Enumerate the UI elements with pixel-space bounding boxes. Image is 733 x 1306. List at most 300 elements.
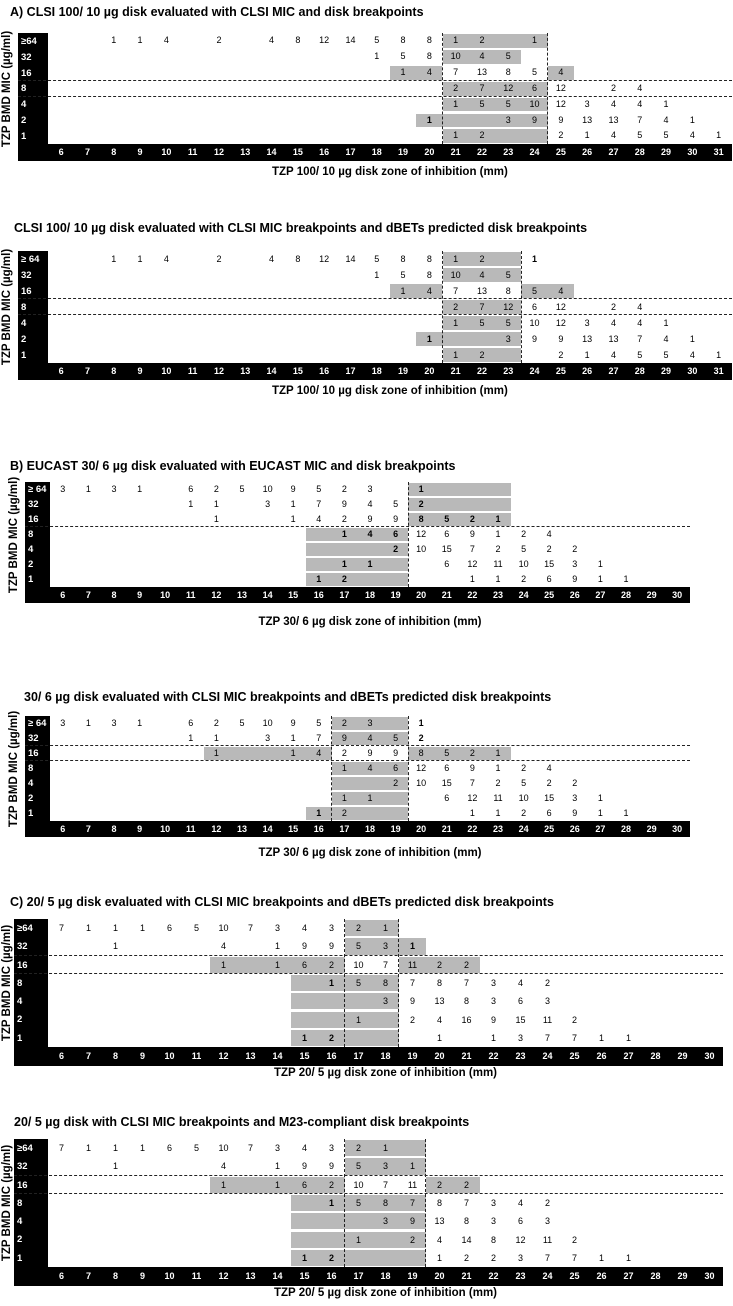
- cell-count: 13: [608, 114, 619, 125]
- cell-count: 2: [558, 350, 564, 360]
- cell-count: 4: [610, 350, 616, 360]
- cell-count: 4: [426, 66, 432, 77]
- x-tick-label: 20: [434, 1271, 445, 1282]
- x-tick-label: 15: [288, 824, 299, 834]
- cell-count: 2: [521, 763, 527, 773]
- cell-count: 4: [220, 941, 226, 952]
- mic-row-label: 1: [18, 347, 48, 364]
- cell-count: 9: [572, 808, 578, 818]
- cell-count: 15: [441, 544, 452, 554]
- cell-count: 6: [301, 1179, 307, 1190]
- cell-count: 1: [625, 1032, 631, 1043]
- cell-count: 1: [137, 254, 143, 264]
- cell-count: 5: [239, 484, 245, 494]
- x-tick-label: 8: [111, 147, 117, 158]
- cell-count: 3: [505, 334, 511, 344]
- cell-count: 4: [689, 130, 695, 141]
- cell-count: 9: [393, 514, 399, 524]
- cell-count: 7: [544, 1252, 550, 1263]
- mic-row-label: 2: [18, 331, 48, 348]
- mic-row-label: 16: [25, 512, 50, 528]
- mic-row-label: 16: [14, 1176, 48, 1195]
- cell-count: 5: [637, 350, 643, 360]
- cell-count: 1: [495, 529, 501, 539]
- cell-count: 4: [663, 114, 669, 125]
- cell-count: 2: [341, 808, 347, 818]
- cell-count: 9: [328, 941, 334, 952]
- cell-count: 8: [400, 35, 406, 45]
- mic-row-label: 8: [25, 527, 50, 543]
- cell-count: 4: [301, 1143, 307, 1153]
- cell-count: 2: [546, 778, 552, 788]
- x-tick-label: 23: [492, 590, 503, 600]
- cell-count: 1: [85, 484, 91, 494]
- disk-breakpoint-line: [425, 1139, 426, 1267]
- x-tick-label: 25: [555, 366, 566, 376]
- cell-count: 1: [495, 808, 501, 818]
- cell-count: 1: [374, 270, 380, 280]
- x-tick-label: 30: [687, 366, 698, 376]
- cell-count: 2: [479, 130, 485, 141]
- cell-count: 1: [290, 514, 296, 524]
- cell-count: 1: [716, 350, 722, 360]
- cell-count: 1: [316, 808, 322, 818]
- cell-count: 9: [367, 748, 373, 758]
- disk-breakpoint-line: [547, 33, 548, 144]
- cell-count: 1: [137, 718, 143, 728]
- cell-count: 6: [517, 996, 523, 1007]
- x-tick-label: 23: [492, 824, 503, 834]
- cell-count: 1: [220, 1179, 226, 1190]
- mic-row-label: 16: [25, 746, 50, 762]
- x-tick-label: 20: [424, 147, 435, 158]
- cell-count: 1: [111, 35, 117, 45]
- mic-row-label: 2: [14, 1231, 48, 1250]
- mic-row-label: 8: [14, 974, 48, 993]
- cell-count: 7: [571, 1032, 577, 1043]
- x-tick-label: 14: [266, 366, 277, 376]
- cell-count: 1: [400, 66, 406, 77]
- cell-count: 2: [546, 544, 552, 554]
- x-tick-label: 24: [529, 147, 540, 158]
- cell-count: 2: [453, 302, 459, 312]
- cell-count: 1: [584, 130, 590, 141]
- cell-count: 1: [137, 35, 143, 45]
- cell-count: 6: [188, 718, 194, 728]
- x-tick-label: 19: [407, 1271, 418, 1282]
- cell-count: 5: [521, 544, 527, 554]
- x-tick-label: 27: [595, 824, 606, 834]
- cell-count: 4: [436, 1234, 442, 1245]
- x-axis-title: TZP 20/ 5 µg disk zone of inhibition (mm): [273, 1067, 497, 1079]
- disk-breakpoint-line: [408, 482, 409, 587]
- cell-count: 1: [663, 98, 669, 109]
- cell-count: 6: [532, 82, 538, 93]
- cell-count: 1: [188, 733, 194, 743]
- cell-count: 1: [274, 959, 280, 970]
- cell-count: 6: [546, 808, 552, 818]
- cell-count: 7: [469, 778, 475, 788]
- x-tick-label: 19: [390, 590, 401, 600]
- x-tick-label: 19: [407, 1051, 418, 1062]
- cell-count: 13: [608, 334, 619, 344]
- cell-count: 7: [463, 977, 469, 988]
- mic-row-label: 4: [25, 542, 50, 558]
- cell-count: 4: [517, 977, 523, 988]
- x-tick-label: 28: [634, 366, 645, 376]
- cell-count: 1: [495, 763, 501, 773]
- x-tick-label: 28: [634, 147, 645, 158]
- x-tick-label: 18: [371, 147, 382, 158]
- cell-count: 5: [355, 977, 361, 988]
- cell-count: 3: [265, 733, 271, 743]
- cell-count: 1: [716, 130, 722, 141]
- x-tick-label: 10: [164, 1271, 175, 1282]
- x-tick-label: 24: [542, 1051, 553, 1062]
- cell-count: 8: [426, 254, 432, 264]
- cell-count: 10: [416, 778, 427, 788]
- mic-row-label: 8: [14, 1194, 48, 1213]
- cell-count: 3: [572, 559, 578, 569]
- x-tick-label: 11: [187, 147, 198, 158]
- mic-row-label: 16: [14, 956, 48, 975]
- y-axis-title-text: TZP BMD MIC (µg/ml): [1, 30, 13, 147]
- cell-count: 2: [341, 514, 347, 524]
- cell-count: 14: [461, 1234, 472, 1245]
- cell-count: 2: [393, 778, 399, 788]
- cell-count: 1: [409, 1161, 415, 1172]
- mic-row-label: 2: [25, 791, 50, 807]
- mic-row-label: 16: [18, 283, 48, 300]
- cell-count: 4: [163, 35, 169, 45]
- cell-count: 8: [418, 514, 424, 524]
- x-tick-label: 17: [353, 1271, 364, 1282]
- cell-count: 15: [441, 778, 452, 788]
- panel-title: A) CLSI 100/ 10 µg disk evaluated with CLSI MIC and disk breakpoints: [10, 5, 424, 19]
- cell-count: 2: [409, 1014, 415, 1025]
- disk-breakpoint-line: [442, 33, 443, 144]
- cell-count: 1: [355, 1234, 361, 1245]
- cell-count: 1: [139, 1143, 145, 1153]
- cell-count: 11: [493, 793, 503, 803]
- cell-count: 3: [265, 499, 271, 509]
- cell-count: 12: [467, 559, 478, 569]
- cell-count: 1: [453, 350, 459, 360]
- y-axis-title-text: TZP BMD MIC (µg/ml): [8, 710, 20, 827]
- cell-count: 4: [517, 1197, 523, 1208]
- cell-count: 2: [463, 1252, 469, 1263]
- x-tick-label: 14: [262, 590, 273, 600]
- cell-count: 2: [393, 544, 399, 554]
- cell-count: 1: [290, 748, 296, 758]
- mic-row-label: 8: [18, 299, 48, 316]
- cell-count: 1: [532, 35, 538, 45]
- disk-breakpoint-line: [521, 251, 522, 363]
- cell-count: 5: [637, 130, 643, 141]
- x-axis-title: TZP 30/ 6 µg disk zone of inhibition (mm): [258, 847, 482, 859]
- mic-breakpoint-line: [18, 80, 732, 81]
- cell-count: 4: [546, 529, 552, 539]
- x-tick-label: 29: [646, 590, 657, 600]
- cell-count: 7: [544, 1032, 550, 1043]
- x-tick-label: 6: [60, 824, 66, 834]
- cell-count: 1: [290, 733, 296, 743]
- cell-count: 1: [623, 808, 629, 818]
- cell-count: 6: [166, 1143, 172, 1153]
- cell-count: 12: [319, 254, 330, 264]
- cell-count: 12: [467, 793, 478, 803]
- x-tick-label: 18: [364, 590, 375, 600]
- cell-count: 1: [623, 574, 629, 584]
- cell-count: 4: [558, 66, 564, 77]
- x-tick-label: 21: [461, 1271, 472, 1282]
- x-tick-label: 15: [292, 366, 303, 376]
- panel-title: 30/ 6 µg disk evaluated with CLSI MIC breakpoints and dBETs predicted disk breakpoints: [24, 690, 552, 704]
- cell-count: 7: [453, 66, 459, 77]
- cell-count: 2: [572, 544, 578, 554]
- cell-count: 2: [453, 82, 459, 93]
- cell-count: 13: [476, 66, 487, 77]
- x-axis-title: TZP 20/ 5 µg disk zone of inhibition (mm): [273, 1287, 497, 1299]
- cell-count: 9: [393, 748, 399, 758]
- cell-count: 1: [316, 574, 322, 584]
- cell-count: 9: [301, 941, 307, 952]
- cell-count: 4: [316, 748, 322, 758]
- x-tick-label: 10: [164, 1051, 175, 1062]
- x-tick-label: 14: [272, 1271, 283, 1282]
- cell-count: 1: [367, 793, 373, 803]
- cell-count: 3: [111, 484, 117, 494]
- cell-count: 10: [353, 1179, 364, 1190]
- cell-count: 1: [495, 514, 501, 524]
- cell-count: 2: [341, 484, 347, 494]
- cell-count: 1: [409, 941, 415, 952]
- y-axis-title-text: TZP BMD MIC (µg/ml): [1, 1144, 13, 1262]
- cell-count: 7: [479, 82, 485, 93]
- cell-count: 12: [503, 302, 514, 312]
- cell-count: 1: [532, 254, 538, 264]
- x-tick-label: 13: [236, 824, 247, 834]
- x-tick-label: 16: [319, 366, 330, 376]
- cell-count: 3: [544, 996, 550, 1007]
- x-tick-label: 15: [288, 590, 299, 600]
- cell-count: 4: [637, 302, 643, 312]
- mic-row-label: 2: [18, 113, 48, 130]
- x-tick-label: 10: [160, 824, 171, 834]
- mic-row-label: ≥ 64: [18, 251, 48, 268]
- cell-count: 1: [139, 923, 145, 933]
- cell-count: 4: [637, 98, 643, 109]
- cell-count: 10: [262, 484, 273, 494]
- cell-count: 7: [463, 1197, 469, 1208]
- x-axis-title: TZP 100/ 10 µg disk zone of inhibition (mm): [271, 385, 508, 397]
- x-tick-label: 28: [620, 824, 631, 834]
- cell-count: 1: [341, 793, 347, 803]
- cell-count: 5: [505, 98, 511, 109]
- cell-count: 3: [328, 1143, 334, 1153]
- cell-count: 2: [409, 1234, 415, 1245]
- cell-count: 2: [216, 35, 222, 45]
- cell-count: 2: [521, 808, 527, 818]
- cell-count: 7: [247, 923, 253, 933]
- cell-count: 2: [572, 778, 578, 788]
- x-tick-label: 14: [272, 1051, 283, 1062]
- x-tick-label: 12: [218, 1051, 229, 1062]
- x-tick-label: 29: [661, 147, 672, 158]
- cell-count: 1: [469, 574, 475, 584]
- mic-row-label: 16: [18, 65, 48, 82]
- x-tick-label: 29: [661, 366, 672, 376]
- cell-count: 4: [479, 50, 485, 61]
- cell-count: 13: [434, 996, 445, 1007]
- cell-count: 1: [274, 1161, 280, 1172]
- cell-count: 5: [479, 318, 485, 328]
- cell-count: 9: [367, 514, 373, 524]
- x-tick-label: 12: [211, 590, 222, 600]
- cell-count: 8: [505, 66, 511, 77]
- cell-count: 7: [479, 302, 485, 312]
- cell-count: 6: [444, 793, 450, 803]
- cell-count: 2: [418, 733, 424, 743]
- cell-count: 7: [637, 334, 643, 344]
- cell-count: 4: [316, 514, 322, 524]
- cell-count: 9: [469, 763, 475, 773]
- cell-count: 8: [463, 1216, 469, 1227]
- cell-count: 1: [453, 254, 459, 264]
- mic-row-label: 2: [14, 1011, 48, 1030]
- cell-count: 1: [598, 1252, 604, 1263]
- mic-breakpoint-line: [14, 1193, 723, 1194]
- cell-count: 2: [328, 1252, 334, 1263]
- x-tick-label: 17: [345, 366, 356, 376]
- cell-count: 4: [163, 254, 169, 264]
- x-tick-label: 27: [623, 1271, 634, 1282]
- cell-count: 1: [597, 559, 603, 569]
- x-tick-label: 25: [544, 824, 555, 834]
- cell-count: 2: [610, 82, 616, 93]
- cell-count: 5: [444, 748, 450, 758]
- x-tick-label: 28: [650, 1051, 661, 1062]
- x-tick-label: 7: [85, 590, 91, 600]
- cell-count: 2: [495, 544, 501, 554]
- cell-count: 4: [689, 350, 695, 360]
- cell-count: 10: [518, 559, 529, 569]
- mic-row-label: 32: [18, 267, 48, 284]
- disk-breakpoint-line: [442, 251, 443, 363]
- mic-row-label: 4: [14, 1212, 48, 1231]
- x-tick-label: 15: [292, 147, 303, 158]
- cell-count: 2: [558, 130, 564, 141]
- cell-count: 1: [111, 254, 117, 264]
- cell-count: 1: [418, 718, 424, 728]
- cell-count: 4: [546, 763, 552, 773]
- cell-count: 7: [637, 114, 643, 125]
- cell-count: 2: [328, 1179, 334, 1190]
- cell-count: 2: [355, 1143, 361, 1153]
- x-tick-label: 18: [380, 1271, 391, 1282]
- x-tick-label: 24: [529, 366, 540, 376]
- x-tick-label: 7: [85, 824, 91, 834]
- cell-count: 9: [490, 1014, 496, 1025]
- cell-count: 7: [453, 286, 459, 296]
- cell-count: 1: [85, 1143, 91, 1153]
- cell-count: 10: [518, 793, 529, 803]
- cell-count: 6: [444, 529, 450, 539]
- cell-count: 3: [544, 1216, 550, 1227]
- mic-breakpoint-line: [18, 96, 732, 97]
- cell-count: 2: [571, 1014, 577, 1025]
- x-tick-label: 26: [596, 1271, 607, 1282]
- x-tick-label: 11: [191, 1271, 202, 1282]
- cell-count: 8: [490, 1234, 496, 1245]
- cell-count: 9: [328, 1161, 334, 1172]
- x-tick-label: 26: [596, 1051, 607, 1062]
- cell-count: 3: [60, 718, 66, 728]
- cell-count: 1: [188, 499, 194, 509]
- cell-count: 1: [597, 574, 603, 584]
- cell-count: 7: [469, 544, 475, 554]
- cell-count: 13: [582, 114, 593, 125]
- cell-count: 2: [469, 748, 475, 758]
- x-tick-label: 17: [339, 590, 350, 600]
- cell-count: 8: [400, 254, 406, 264]
- mic-row-label: 32: [25, 731, 50, 747]
- cell-count: 3: [382, 1161, 388, 1172]
- cell-count: 3: [517, 1032, 523, 1043]
- cell-count: 7: [247, 1143, 253, 1153]
- cell-count: 1: [341, 559, 347, 569]
- cell-count: 1: [112, 1161, 118, 1172]
- cell-count: 4: [367, 763, 373, 773]
- x-tick-label: 6: [60, 590, 66, 600]
- cell-count: 4: [367, 499, 373, 509]
- x-tick-label: 28: [650, 1271, 661, 1282]
- mic-row-label: 1: [14, 1029, 48, 1048]
- cell-count: 13: [434, 1216, 445, 1227]
- cell-count: 6: [166, 923, 172, 933]
- y-axis-title-text: TZP BMD MIC (µg/ml): [1, 924, 13, 1042]
- cell-count: 2: [436, 1179, 442, 1190]
- cell-count: 12: [416, 763, 427, 773]
- cell-count: 2: [463, 1179, 469, 1190]
- cell-count: 12: [503, 82, 514, 93]
- cell-count: 4: [426, 286, 432, 296]
- cell-count: 5: [193, 923, 199, 933]
- x-tick-label: 13: [240, 147, 251, 158]
- cell-count: 5: [400, 50, 406, 61]
- x-tick-label: 8: [111, 590, 117, 600]
- cell-count: 9: [409, 1216, 415, 1227]
- cell-count: 15: [544, 793, 555, 803]
- cell-count: 1: [382, 1143, 388, 1153]
- x-tick-label: 12: [213, 147, 224, 158]
- x-tick-label: 16: [326, 1051, 337, 1062]
- cell-count: 5: [444, 514, 450, 524]
- cell-count: 13: [476, 286, 487, 296]
- x-tick-label: 27: [623, 1051, 634, 1062]
- cell-count: 8: [418, 748, 424, 758]
- x-tick-label: 8: [112, 1051, 118, 1062]
- cell-count: 1: [355, 1014, 361, 1025]
- x-tick-label: 11: [186, 824, 196, 834]
- cell-count: 9: [532, 334, 538, 344]
- cell-count: 5: [393, 499, 399, 509]
- x-tick-label: 17: [339, 824, 350, 834]
- x-tick-label: 7: [84, 366, 90, 376]
- cell-count: 2: [216, 254, 222, 264]
- x-tick-label: 8: [111, 366, 117, 376]
- y-axis-title-text: TZP BMD MIC (µg/ml): [1, 248, 13, 366]
